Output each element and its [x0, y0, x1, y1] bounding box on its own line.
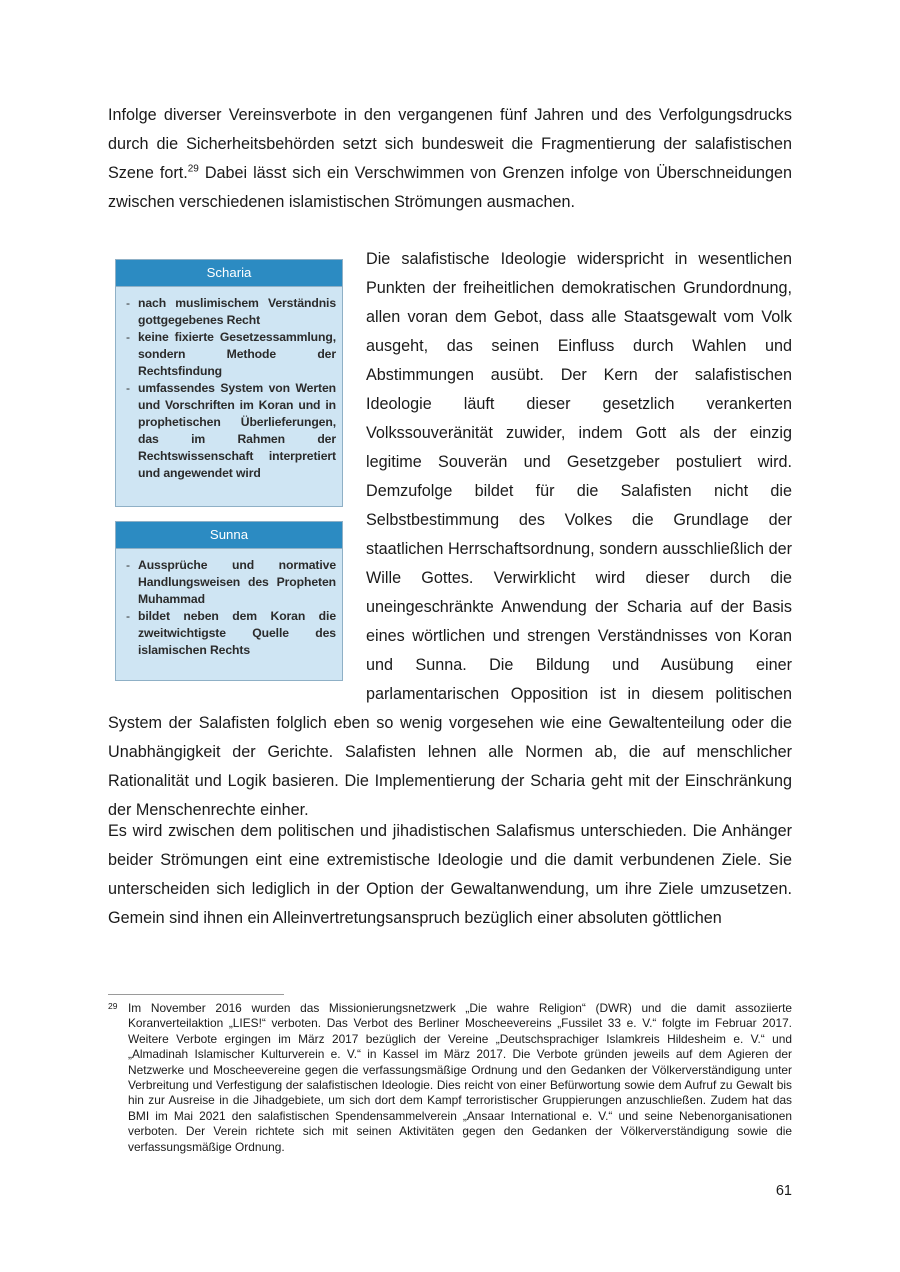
footnote-text: Im November 2016 wurden das Missionierungsnetzwerk „Die wahre Religion“ (DWR) und die damit assoziierte Koranverteilaktion „LIES!“ verboten. Das Verbot des Berliner Moscheevereins „Fussilet 33 e. V.“ folgte im Februar 2017. Weitere Verbote ergingen im März 2017 bezüglich der Vereine „Deutschsprachiger Islamkreis Hildesheim e. V.“ und „Almadinah Islamischer Kulturverein e. V.“ in Kassel im März 2017. Die Verbote gründen jeweils auf dem Agieren der Netzwerke und Moscheevereine gegen die verfassungsmäßige Ordnung und den Gedanken der Völkerverständigung unter Verbreitung und Verfestigung der salafistischen Ideologie. Dies reicht von einer Befürwortung sowie dem Aufruf zu Gewalt bis hin zur Ausreise in die Jihadgebiete, um sich dort dem Kampf terroristischer Gruppierungen anzuschließen. Zudem hat das BMI im Mai 2021 den salafistischen Spendensammelverein „Ansaar International e. V.“ und seine Nebenorganisationen verboten. Der Verein richtete sich mit seinen Aktivitäten gegen den Gedanken der Völkerverständigung sowie die verfassungsmäßige Ordnung. — [128, 1001, 792, 1154]
infobox-scharia-title: Scharia — [116, 260, 342, 287]
list-item: - Aussprüche und normative Handlungsweisen des Propheten Muhammad — [126, 557, 336, 608]
infobox-sunna-list — [116, 549, 342, 669]
infobox-scharia-list — [116, 287, 342, 492]
paragraph-distinction: Es wird zwischen dem politischen und jihadistischen Salafismus unterschieden. Die Anhänger beider Strömungen eint eine extremistische Ideologie und die damit verbundenen Ziele. Sie unterscheiden sich lediglich in der Option der Gewaltanwendung, um ihre Ziele umzusetzen. Gemein sind ihnen ein Alleinvertretungsanspruch bezüglich einer absoluten göttlichen — [108, 822, 792, 927]
footnote-number: 29 — [108, 1001, 118, 1011]
footnote — [108, 1001, 792, 1155]
infobox — [115, 259, 343, 699]
list-item: - bildet neben dem Koran die zweitwichtigste Quelle des islamischen Rechts — [126, 608, 336, 659]
paragraph-intro: Infolge diverser Vereinsverbote in den vergangenen fünf Jahren und des Verfolgungsdrucks durch die Sicherheitsbehörden setzt sich bundesweit die Fragmentierung der salafistischen Szene fort.$^{29}$ Dabei lässt sich ein Verschwimmen von Grenzen infolge von Überschneidungen zwischen verschiedenen islamistischen Strömungen ausmachen. — [108, 106, 792, 211]
infobox-scharia — [115, 259, 343, 507]
infobox-sunna-title: Sunna — [116, 522, 342, 549]
list-item: - keine fixierte Gesetzessammlung, sondern Methode der Rechtsfindung — [126, 329, 336, 380]
infobox-sunna — [115, 521, 343, 681]
page-number: 61 — [775, 1183, 792, 1199]
footnote-reference[interactable]: 29 — [187, 163, 199, 175]
paragraph-ideology-text: Die salafistische Ideologie widerspricht in wesentlichen Punkten der freiheitlichen demokratischen Grundordnung, allen voran dem Gebot, dass alle Staatsgewalt vom Volk ausgeht, das seinen Einfluss durch Wahlen und Abstimmungen ausübt. Der Kern der salafistischen Ideologie läuft dieser gesetzlich verankerten Volkssouveränität zuwider, indem Gott als der einzig legitime Souverän und Gesetzgeber postuliert wird. Demzufolge bildet für die Salafisten nicht die Selbstbestimmung des Volkes die Grundlage der staatlichen Herrschaftsordnung, sondern ausschließlich der Wille Gottes. Verwirklicht wird dieser durch die uneingeschränkte Anwendung der Scharia auf der Basis eines wörtlichen und strengen Verständnisses von Koran und Sunna. Die Bildung und Ausübung einer parlamentarischen Opposition ist in diesem politischen System der Salafisten folglich eben so wenig vorgesehen wie eine Gewaltenteilung oder die Unabhängigkeit der Gerichte. Salafisten lehnen alle Normen ab, die auf menschlicher Rationalität und Logik basieren. Die Implementierung der Scharia geht mit der Einschränkung der Menschenrechte einher. — [108, 250, 792, 819]
list-item: - nach muslimischem Verständnis gottgegebenes Recht — [126, 295, 336, 329]
paragraph-ideology — [108, 245, 792, 825]
footnote-divider — [108, 994, 284, 995]
list-item: - umfassendes System von Werten und Vorschriften im Koran und in prophetischen Überlieferungen, das im Rahmen der Rechtswissenschaft interpretiert und angewendet wird — [126, 380, 336, 482]
